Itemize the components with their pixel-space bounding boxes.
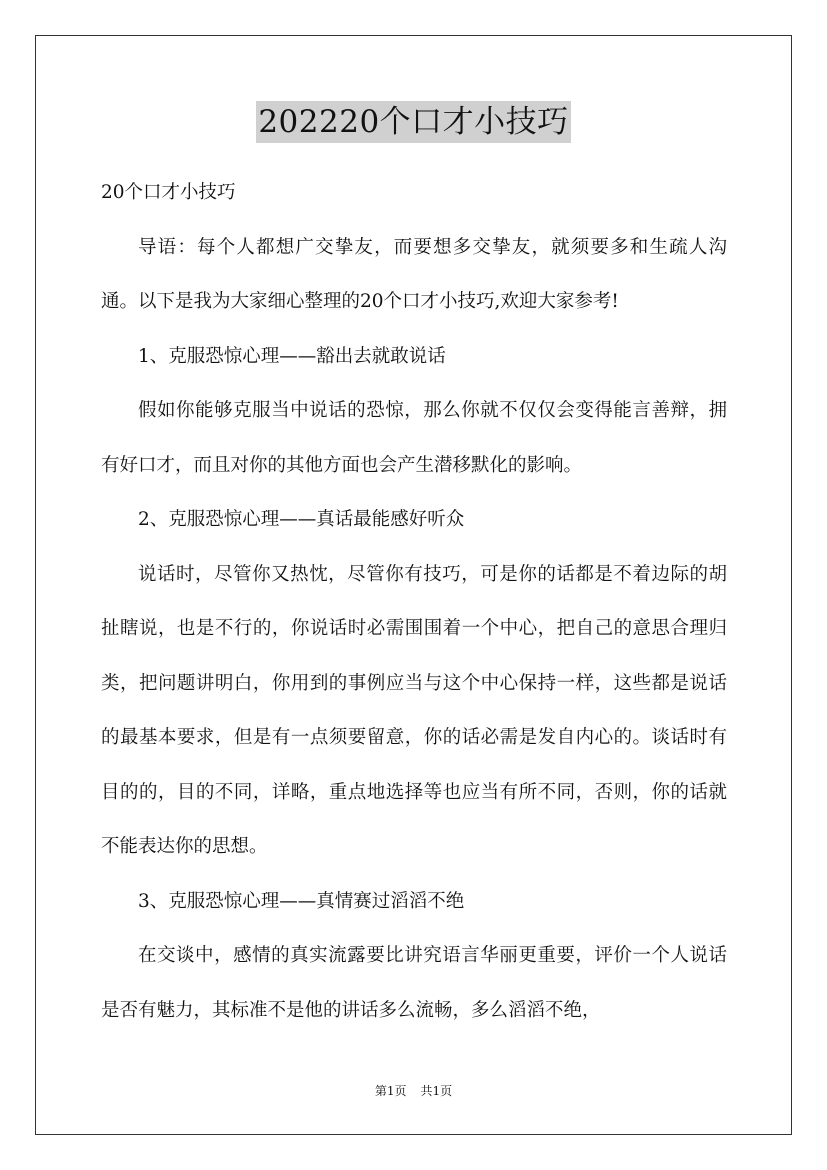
section-heading-3: 3、克服恐惊心理——真情赛过滔滔不绝 bbox=[138, 890, 465, 912]
section-heading-1: 1、克服恐惊心理——豁出去就敢说话 bbox=[138, 345, 446, 367]
paragraph-1: 假如你能够克服当中说话的恐惊，那么你就不仅仅会变得能言善辩，拥有好口才，而且对你的其他方面也会产生潜移默化的影响。 bbox=[101, 400, 727, 476]
document-title: 202220个口才小技巧 bbox=[256, 101, 570, 143]
paragraph-2: 说话时，尽管你又热忱，尽管你有技巧，可是你的话都是不着边际的胡扯瞎说，也是不行的，你说话时必需围围着一个中心，把自己的意思合理归类，把问题讲明白，你用到的事例应当与这个中心保持一样，这些都是说话的最基本要求，但是有一点须要留意，你的话必需是发自内心的。谈话时有目的的，目的不同，详略，重点地选择等也应当有所不同，否则，你的话就不能表达你的思想。 bbox=[101, 563, 727, 857]
page-footer bbox=[0, 1083, 827, 1099]
page-number: 第1页 bbox=[374, 1084, 407, 1098]
paragraph-intro: 导语：每个人都想广交挚友，而要想多交挚友，就须要多和生疏人沟通。以下是我为大家细心整理的20个口才小技巧,欢迎大家参考! bbox=[101, 236, 727, 312]
document-subtitle: 20个口才小技巧 bbox=[101, 182, 236, 203]
title-container bbox=[0, 101, 827, 143]
page-count: 共1页 bbox=[420, 1084, 453, 1098]
paragraph-3: 在交谈中，感情的真实流露要比讲究语言华丽更重要，评价一个人说话是否有魅力，其标准不是他的讲话多么流畅，多么滔滔不绝， bbox=[101, 945, 727, 1021]
section-heading-2: 2、克服恐惊心理——真话最能感好听众 bbox=[138, 509, 465, 530]
document-body bbox=[101, 166, 727, 1038]
